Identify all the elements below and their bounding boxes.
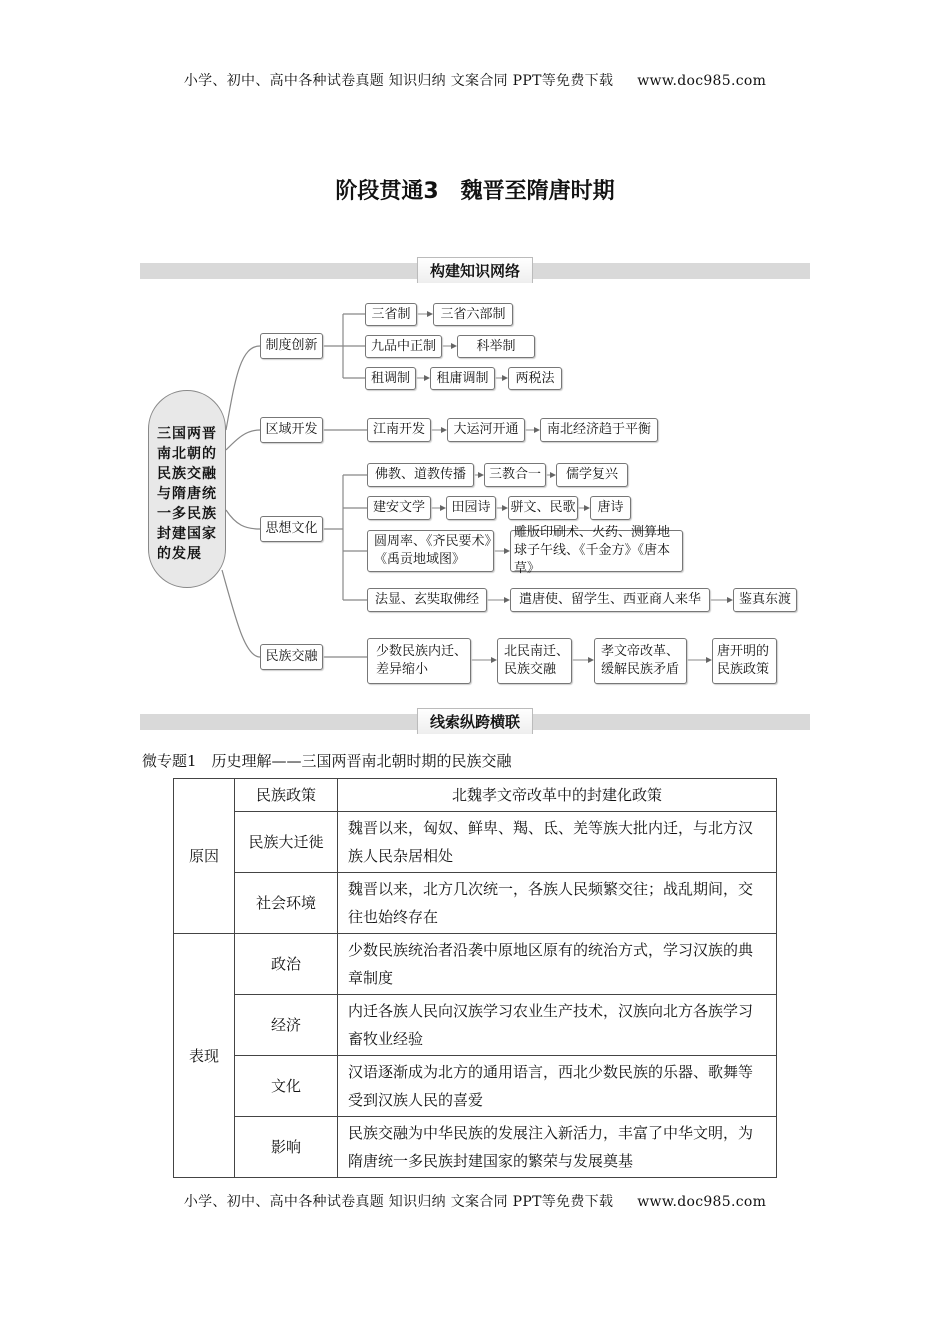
- header-url[interactable]: www.doc985.com: [637, 73, 767, 89]
- table-row: [174, 934, 777, 995]
- row-key: 文化: [235, 1056, 338, 1117]
- footer-url[interactable]: www.doc985.com: [637, 1194, 767, 1210]
- leaf-node: 骈文、民歌: [508, 496, 578, 520]
- table-row: [174, 873, 777, 934]
- branch-zhidu: 制度创新: [260, 333, 323, 359]
- branch-sixiang: 思想文化: [260, 516, 323, 542]
- subtopic-heading: 微专题1 历史理解——三国两晋南北朝时期的民族交融: [142, 752, 512, 770]
- leaf-node: 圆周率、《齐民要术》《禹贡地域图》: [367, 530, 494, 572]
- row-value: 魏晋以来，北方几次统一，各族人民频繁交往；战乱期间，交往也始终存在: [338, 873, 777, 934]
- row-value: 少数民族统治者沿袭中原地区原有的统治方式，学习汉族的典章制度: [338, 934, 777, 995]
- leaf-node: 建安文学: [367, 496, 431, 520]
- table-row: [174, 1056, 777, 1117]
- table-row: [174, 995, 777, 1056]
- leaf-node: 南北经济趋于平衡: [540, 418, 658, 442]
- section-band-2: [140, 714, 810, 730]
- group-cell: 原因: [174, 779, 235, 934]
- leaf-node: 孝文帝改革、缓解民族矛盾: [594, 638, 687, 684]
- section-title-1: 构建知识网络: [417, 257, 533, 283]
- leaf-node: 三教合一: [484, 463, 546, 487]
- mindmap-center-node: 三国两晋南北朝的民族交融与隋唐统一多民族封建国家的发展: [148, 390, 226, 588]
- leaf-node: 三省六部制: [433, 303, 513, 326]
- leaf-node: 江南开发: [367, 418, 431, 442]
- leaf-node: 租调制: [365, 367, 416, 390]
- leaf-node: 田园诗: [446, 496, 496, 520]
- leaf-node: 遣唐使、留学生、西亚商人来华: [510, 588, 710, 612]
- row-value: 魏晋以来，匈奴、鲜卑、羯、氐、羌等族大批内迁，与北方汉族人民杂居相处: [338, 812, 777, 873]
- row-value: 内迁各族人民向汉族学习农业生产技术，汉族向北方各族学习畜牧业经验: [338, 995, 777, 1056]
- footer-text: 小学、初中、高中各种试卷真题 知识归纳 文案合同 PPT等免费下载: [183, 1194, 614, 1210]
- table-row: [174, 779, 777, 812]
- page-title: 阶段贯通3 魏晋至隋唐时期: [335, 179, 615, 204]
- leaf-node: 三省制: [365, 303, 417, 326]
- leaf-node: 唐开明的民族政策: [712, 638, 777, 684]
- leaf-node: 租庸调制: [430, 367, 495, 390]
- policy-table: [173, 778, 777, 1178]
- group-cell: 表现: [174, 934, 235, 1178]
- header-cell: 民族政策: [235, 779, 338, 812]
- row-key: 社会环境: [235, 873, 338, 934]
- row-key: 政治: [235, 934, 338, 995]
- row-key: 民族大迁徙: [235, 812, 338, 873]
- leaf-node: 两税法: [508, 367, 562, 390]
- branch-minzu: 民族交融: [260, 644, 323, 670]
- leaf-node: 九品中正制: [365, 335, 442, 358]
- leaf-node: 科举制: [457, 335, 535, 358]
- leaf-node: 佛教、道教传播: [367, 463, 474, 487]
- row-key: 经济: [235, 995, 338, 1056]
- leaf-node: 儒学复兴: [556, 463, 628, 487]
- row-value: 汉语逐渐成为北方的通用语言，西北少数民族的乐器、歌舞等受到汉族人民的喜爱: [338, 1056, 777, 1117]
- header-cell: 北魏孝文帝改革中的封建化政策: [338, 779, 777, 812]
- branch-quyu: 区域开发: [260, 417, 323, 443]
- leaf-node: 唐诗: [590, 496, 631, 520]
- section-title-2: 线索纵跨横联: [417, 708, 533, 734]
- table-row: [174, 812, 777, 873]
- leaf-node: 法显、玄奘取佛经: [367, 588, 487, 612]
- leaf-node: 雕版印刷术、火药、测算地球子午线、《千金方》《唐本草》: [510, 530, 683, 572]
- row-key: 影响: [235, 1117, 338, 1178]
- leaf-node: 少数民族内迁、差异缩小: [367, 638, 471, 684]
- leaf-node: 鉴真东渡: [733, 588, 797, 612]
- table-row: [174, 1117, 777, 1178]
- leaf-node: 北民南迁、民族交融: [497, 638, 572, 684]
- leaf-node: 大运河开通: [447, 418, 525, 442]
- row-value: 民族交融为中华民族的发展注入新活力，丰富了中华文明，为隋唐统一多民族封建国家的繁荣与发展奠基: [338, 1117, 777, 1178]
- page-footer: [0, 1191, 950, 1211]
- header-text: 小学、初中、高中各种试卷真题 知识归纳 文案合同 PPT等免费下载: [183, 73, 614, 89]
